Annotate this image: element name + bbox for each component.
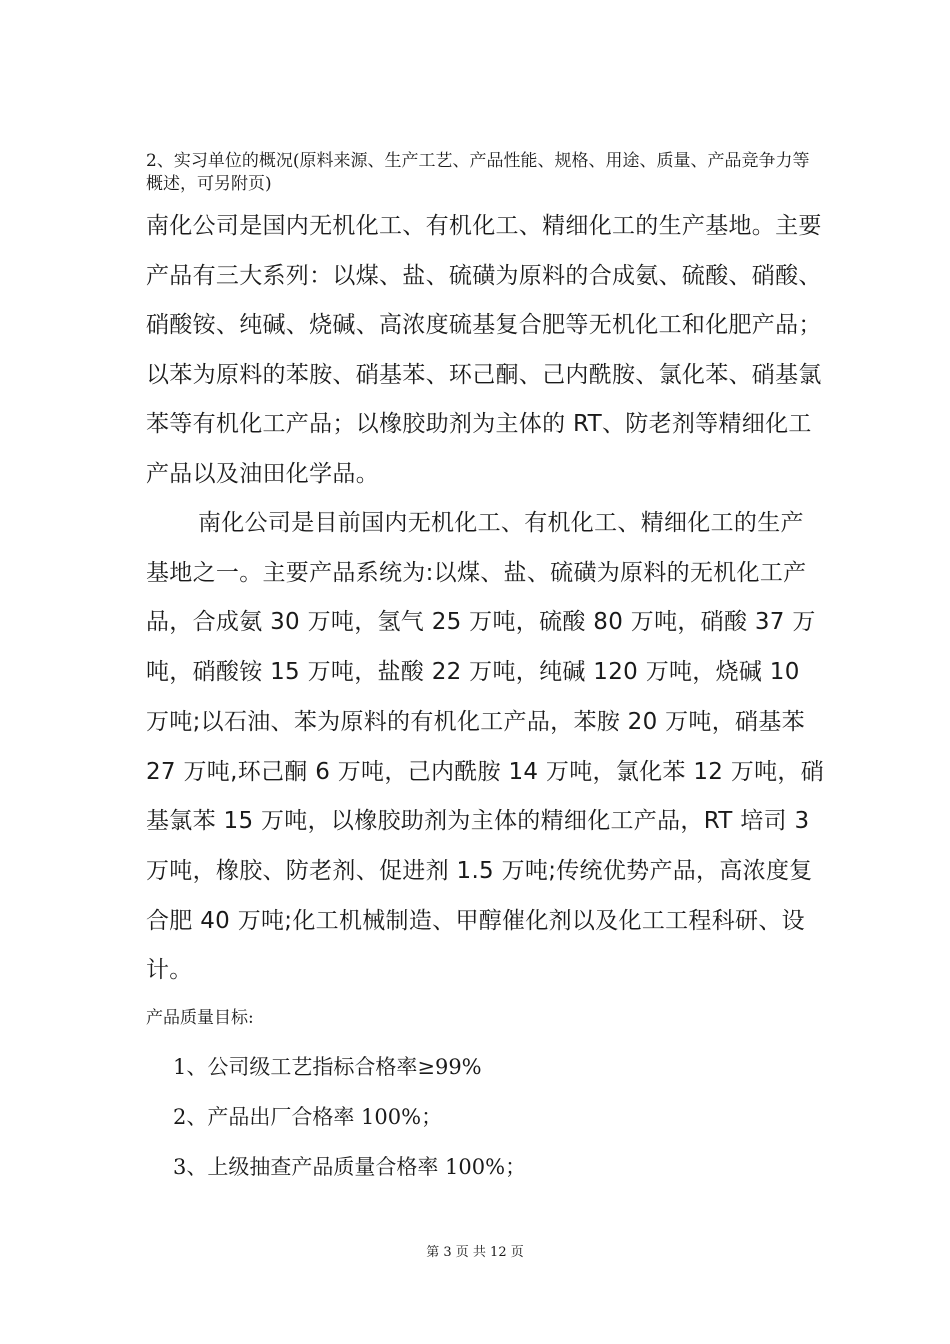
paragraph-product-capacity: 南化公司是目前国内无机化工、有机化工、精细化工的生产基地之一。主要产品系统为:以煤、盐、硫磺为原料的无机化工产品，合成氨 30 万吨，氢气 25 万吨，硫酸 80 万吨，硝酸 37 万吨，硝酸铵 15 万吨，盐酸 22 万吨，纯碱 120 万吨，烧碱 10 万吨;以石油、苯为原料的有机化工产品，苯胺 20 万吨，硝基苯 27 万吨,环己酮 6 万吨，己内酰胺 14 万吨，氯化苯 12 万吨，硝基氯苯 15 万吨，以橡胶助剂为主体的精细化工产品，RT 培司 3 万吨，橡胶、防老剂、促进剂 1.5 万吨;传统优势产品，高浓度复合肥 40 万吨;化工机械制造、甲醇催化剂以及化工工程科研、设计。 xyxy=(146,510,825,984)
quality-goal-item: 2、产品出厂合格率 100%； xyxy=(173,1105,443,1129)
quality-goal-item: 1、公司级工艺指标合格率≥99% xyxy=(173,1055,482,1079)
quality-goals-title: 产品质量目标: xyxy=(146,1008,254,1028)
quality-goal-item: 3、上级抽查产品质量合格率 100%； xyxy=(173,1155,527,1179)
page-number-footer: 第 3 页 共 12 页 xyxy=(426,1245,524,1260)
section-heading: 2、实习单位的概况(原料来源、生产工艺、产品性能、规格、用途、质量、产品竞争力等概述，可另附页) xyxy=(146,151,810,194)
paragraph-company-overview: 南化公司是国内无机化工、有机化工、精细化工的生产基地。主要产品有三大系列：以煤、盐、硫磺为原料的合成氨、硫酸、硝酸、硝酸铵、纯碱、烧碱、高浓度硫基复合肥等无机化工和化肥产品；以苯为原料的苯胺、硝基苯、环己酮、己内酰胺、氯化苯、硝基氯苯等有机化工产品；以橡胶助剂为主体的 RT、防老剂等精细化工产品以及油田化学品。 xyxy=(146,213,822,487)
